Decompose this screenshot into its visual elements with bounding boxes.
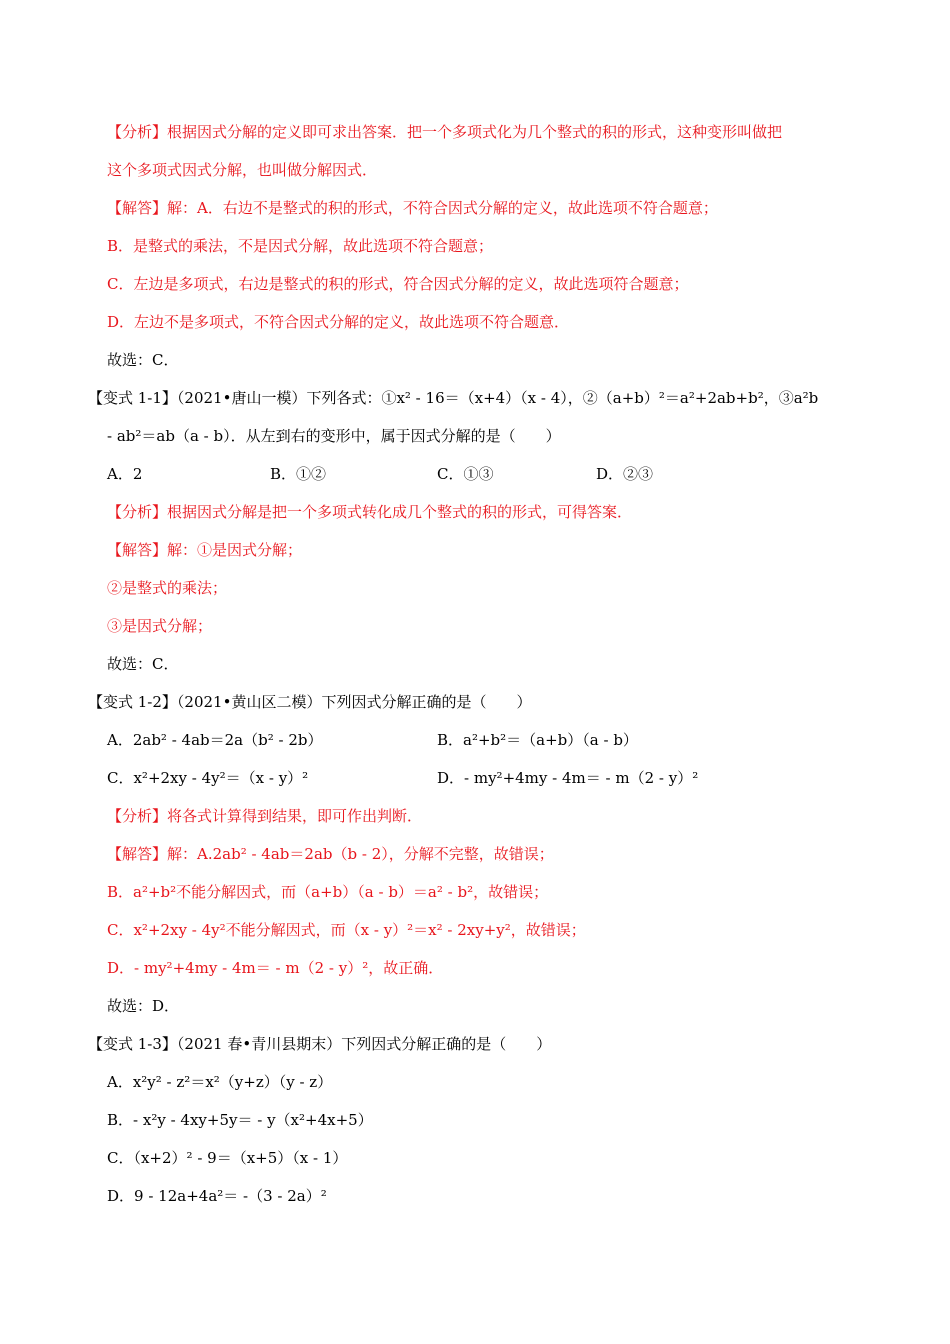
solution-line-2: B．a²+b²不能分解因式，而（a+b）（a - b）＝a² - b²，故错误； (107, 883, 549, 901)
question-stem-1-1-line-1: 【变式 1-1】（2021•唐山一模）下列各式：①x² - 16＝（x+4）（x - 4），②（a+b）²＝a²+2ab+b²，③a²b (88, 389, 819, 407)
solution-line-1: 【解答】解：A．右边不是整式的积的形式，不符合因式分解的定义，故此选项不符合题意； (107, 199, 718, 217)
solution-line-3: C．x²+2xy - 4y²不能分解因式，而（x - y）²＝x² - 2xy+y²，故错误； (107, 921, 586, 939)
option-b: B．- x²y - 4xy+5y＝ - y（x²+4x+5） (107, 1111, 373, 1129)
option-a: A．x²y² - z²＝x²（y+z）（y - z） (107, 1073, 333, 1091)
solution-line-4: D．- my²+4my - 4m＝ - m（2 - y）²，故正确． (107, 959, 444, 977)
analysis-line: 【分析】根据因式分解是把一个多项式转化成几个整式的积的形式，可得答案． (107, 503, 633, 521)
question-stem-1-1-line-2: - ab²＝ab（a - b）．从左到右的变形中，属于因式分解的是（ ） (107, 427, 561, 445)
solution-line-3: ③是因式分解； (107, 617, 213, 635)
analysis-line: 【分析】将各式计算得到结果，即可作出判断． (107, 807, 423, 825)
solution-line-2: ②是整式的乘法； (107, 579, 228, 597)
solution-line-3: C．左边是多项式，右边是整式的积的形式，符合因式分解的定义，故此选项符合题意； (107, 275, 689, 293)
option-a: A．2 (107, 465, 143, 483)
option-c: C．①③ (437, 465, 494, 483)
option-b: B．a²+b²＝（a+b）（a - b） (437, 731, 638, 749)
question-stem-1-2: 【变式 1-2】（2021•黄山区二模）下列因式分解正确的是（ ） (88, 693, 532, 711)
analysis-line-2: 这个多项式因式分解，也叫做分解因式． (107, 161, 378, 179)
solution-line-2: B．是整式的乘法，不是因式分解，故此选项不符合题意； (107, 237, 494, 255)
solution-line-1: 【解答】解：①是因式分解； (107, 541, 303, 559)
answer-choice: 故选：C． (107, 655, 179, 673)
option-d: D．②③ (596, 465, 654, 483)
solution-line-1: 【解答】解：A.2ab² - 4ab＝2ab（b - 2），分解不完整，故错误； (107, 845, 554, 863)
option-b: B．①② (270, 465, 327, 483)
option-a: A．2ab² - 4ab＝2a（b² - 2b） (107, 731, 323, 749)
answer-choice: 故选：D． (107, 997, 180, 1015)
question-stem-1-3: 【变式 1-3】（2021 春•青川县期末）下列因式分解正确的是（ ） (88, 1035, 552, 1053)
answer-choice: 故选：C． (107, 351, 179, 369)
solution-line-4: D．左边不是多项式，不符合因式分解的定义，故此选项不符合题意． (107, 313, 570, 331)
option-c: C．x²+2xy - 4y²＝（x - y）² (107, 769, 309, 787)
analysis-line-1: 【分析】根据因式分解的定义即可求出答案．把一个多项式化为几个整式的积的形式，这种变形叫做把 (107, 123, 783, 141)
option-d: D．- my²+4my - 4m＝ - m（2 - y）² (437, 769, 699, 787)
option-c: C．（x+2）² - 9＝（x+5）（x - 1） (107, 1149, 348, 1167)
option-d: D．9 - 12a+4a²＝ -（3 - 2a）² (107, 1187, 327, 1205)
